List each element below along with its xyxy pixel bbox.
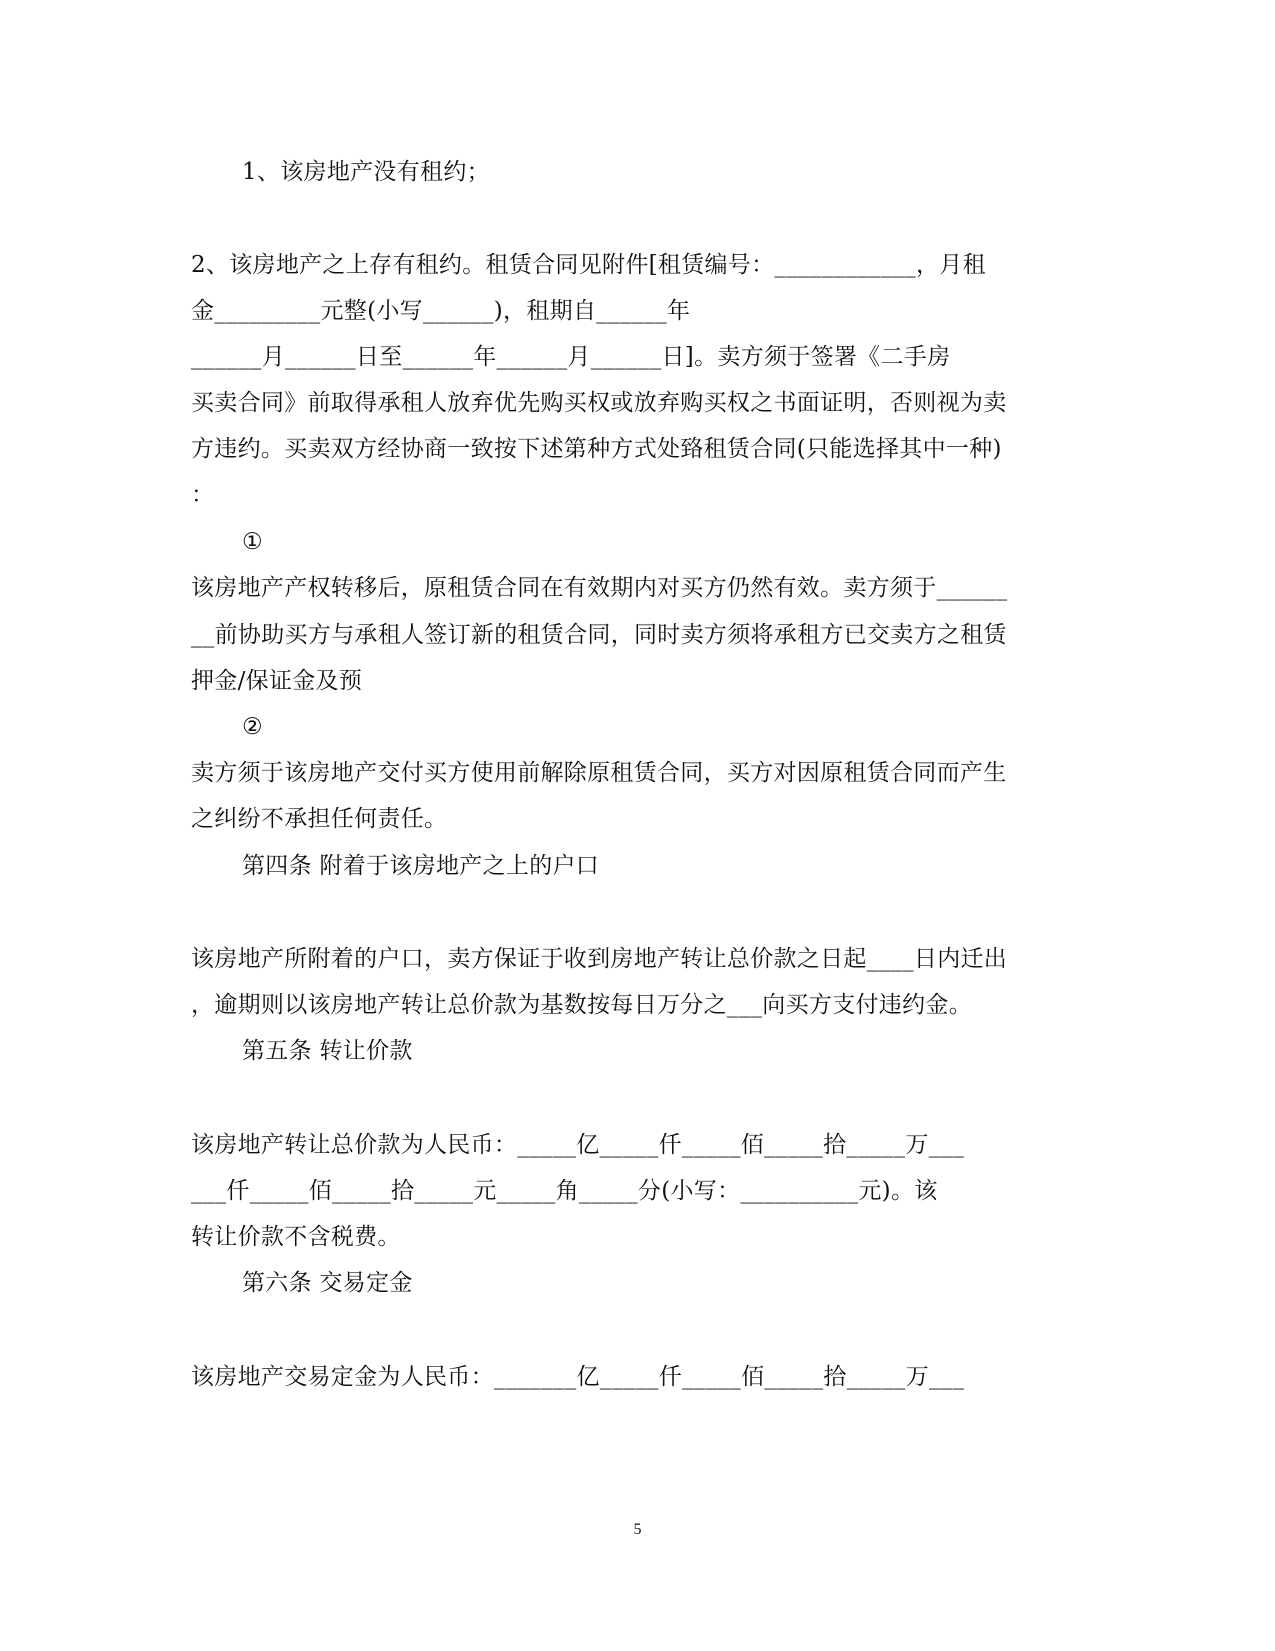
lease-option-1-line-1: 该房地产产权转移后，原租赁合同在有效期内对买方仍然有效。卖方须于______: [191, 575, 1008, 601]
article-4-heading: 第四条 附着于该房地产之上的户口: [242, 853, 600, 879]
lease-option-1-line-3: 押金/保证金及预: [191, 668, 363, 694]
article-5-line-2: ___仟_____佰_____拾_____元_____角_____分(小写：__________元)。该: [191, 1178, 938, 1204]
lease-option-1-line-2: __前协助买方与承租人签订新的租赁合同，同时卖方须将承租方已交卖方之租赁: [191, 622, 1007, 648]
clause-option-2-line-5: 方违约。买卖双方经协商一致按下述第种方式处臵租赁合同(只能选择其中一种): [191, 436, 1002, 462]
clause-option-2-line-1: 2、该房地产之上存有租约。租赁合同见附件[租赁编号：____________，月租: [191, 252, 986, 278]
clause-option-2-line-4: 买卖合同》前取得承租人放弃优先购买权或放弃购买权之书面证明，否则视为卖: [191, 390, 1007, 416]
article-5-line-1: 该房地产转让总价款为人民币：_____亿_____仟_____佰_____拾_____万___: [191, 1132, 965, 1158]
article-5-line-3: 转让价款不含税费。: [191, 1224, 401, 1250]
circled-number-1: ①: [242, 529, 263, 555]
circled-number-2: ②: [242, 714, 263, 740]
clause-option-2-line-3: ______月______日至______年______月______日]。卖方须于签署《二手房: [191, 344, 951, 370]
article-4-line-2: ，逾期则以该房地产转让总价款为基数按每日万分之___向买方支付违约金。: [191, 992, 972, 1018]
lease-option-2-line-2: 之纠纷不承担任何责任。: [191, 806, 448, 832]
clause-option-1: 1、该房地产没有租约；: [242, 159, 490, 185]
article-6-line-1: 该房地产交易定金为人民币：_______亿_____仟_____佰_____拾_____万___: [191, 1364, 965, 1390]
article-6-heading: 第六条 交易定金: [242, 1270, 413, 1296]
article-4-line-1: 该房地产所附着的户口，卖方保证于收到房地产转让总价款之日起____日内迁出: [191, 946, 1008, 972]
clause-option-2-line-6: ：: [191, 482, 215, 508]
clause-option-2-line-2: 金_________元整(小写______)，租期自______年: [191, 298, 691, 324]
lease-option-2-line-1: 卖方须于该房地产交付买方使用前解除原租赁合同，买方对因原租赁合同而产生: [191, 760, 1007, 786]
page-number: 5: [633, 1521, 642, 1538]
article-5-heading: 第五条 转让价款: [242, 1038, 413, 1064]
